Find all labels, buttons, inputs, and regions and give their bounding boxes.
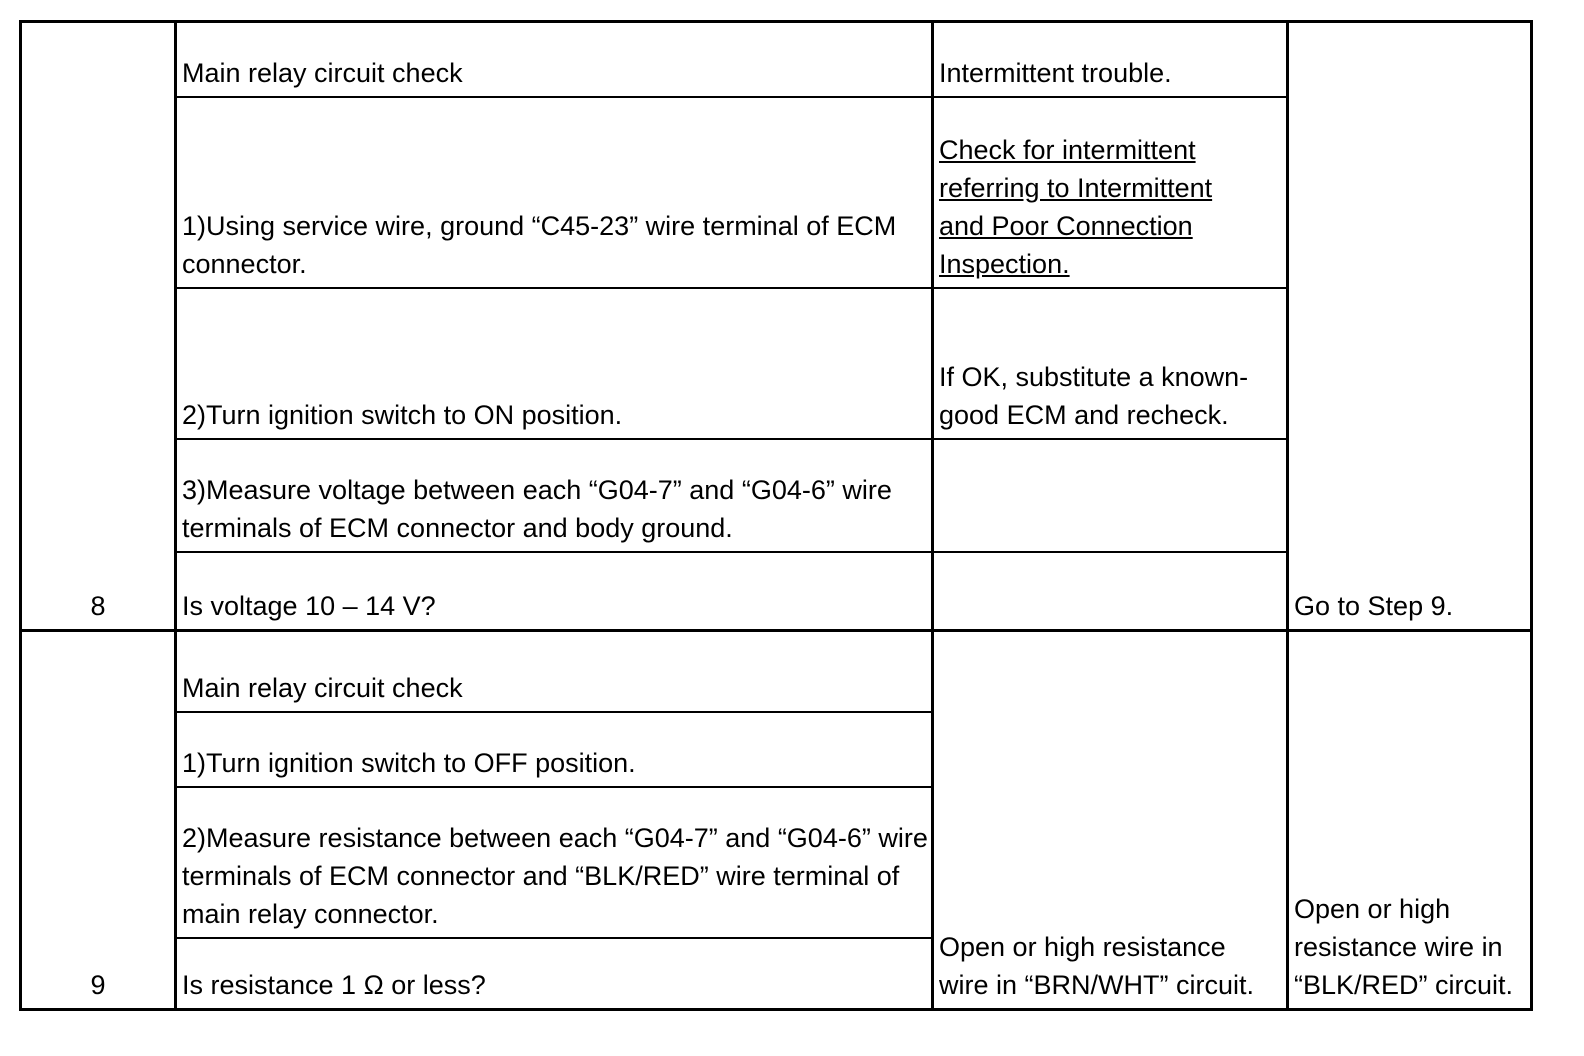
step-number: [22, 555, 174, 629]
step-question: Is resistance 1 Ω or less?: [182, 970, 486, 1000]
yes-result: Open or high resistance wire in “BRN/WHT” circuit.: [939, 932, 1254, 1000]
step-title: Main relay circuit check: [182, 58, 463, 88]
yes-result: If OK, substitute a known-good ECM and recheck.: [939, 362, 1249, 430]
substep: 3)Measure voltage between each “G04-7” and “G04-6” wire terminals of ECM connector and body ground.: [182, 475, 892, 543]
substep: 2)Measure resistance between each “G04-7” and “G04-6” wire terminals of ECM connector and “BLK/RED” wire terminal of main relay connector.: [182, 823, 928, 929]
step-title: Main relay circuit check: [182, 673, 463, 703]
no-result: Go to Step 9.: [1294, 591, 1454, 621]
substep: 2)Turn ignition switch to ON position.: [182, 400, 623, 430]
substep: 1)Using service wire, ground “C45-23” wire terminal of ECM connector.: [182, 211, 897, 279]
substep: 1)Turn ignition switch to OFF position.: [182, 748, 636, 778]
step-number-label: 8: [90, 591, 106, 621]
table-border-right: [1530, 20, 1533, 1011]
intermittent-inspection-link[interactable]: Check for intermittent referring to Intermittent and Poor Connection Inspection.: [939, 135, 1213, 279]
step-number: [22, 935, 174, 1008]
step-question: Is voltage 10 – 14 V?: [182, 591, 436, 621]
yes-result: Intermittent trouble.: [939, 58, 1172, 88]
table-border-left: [19, 20, 22, 1011]
no-result: Open or high resistance wire in “BLK/RED” circuit.: [1294, 894, 1514, 1000]
step-number-label: 9: [90, 970, 106, 1000]
table-border-bottom: [19, 1008, 1533, 1011]
